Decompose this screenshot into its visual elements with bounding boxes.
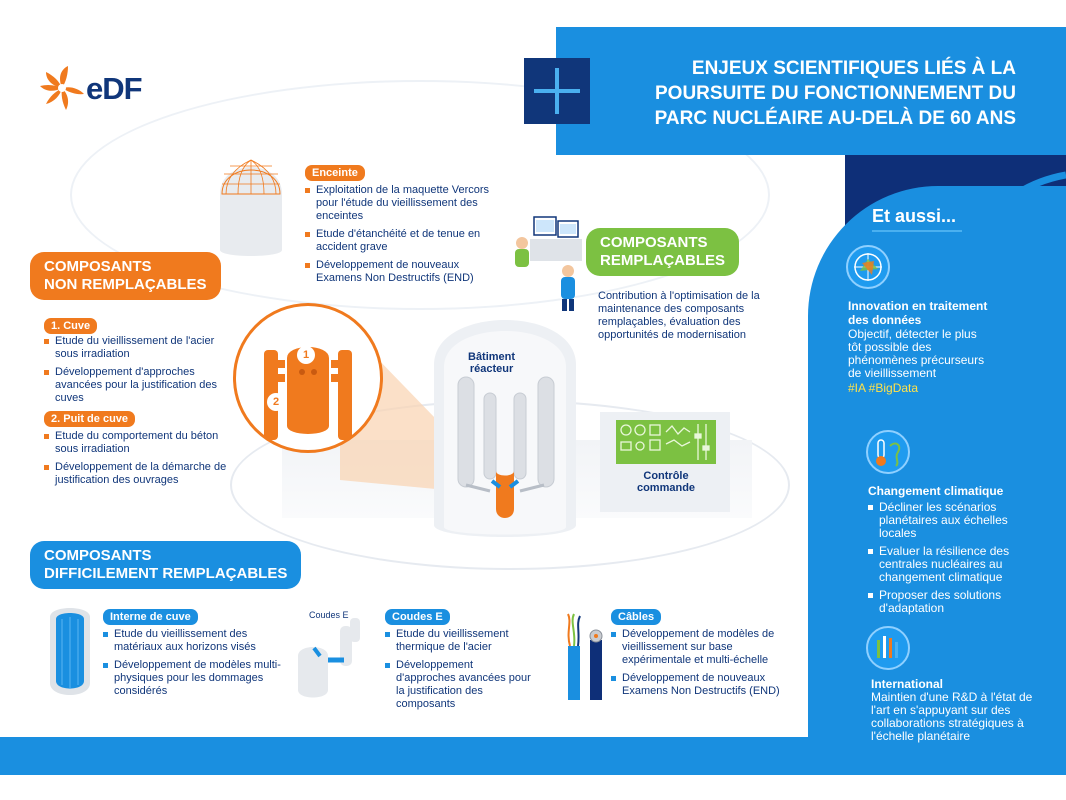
coudes-small-label: Coudes E [309, 610, 349, 620]
interne-list [103, 628, 281, 703]
puits-label: 2. Puit de cuve [44, 411, 135, 427]
remplacables-text: Contribution à l'optimisation de la maintenance des composants remplaçables, évaluation des opportunités de modernisation [598, 290, 760, 341]
enceinte-item: Exploitation de la maquette Vercors pour l'étude du vieillissement des enceintes [305, 184, 505, 223]
international-title: International [871, 677, 944, 691]
coudes-item: Etude du vieillissement thermique de l'acier [385, 628, 535, 654]
coudes-e-icon [294, 618, 374, 700]
coudes-list [385, 628, 535, 716]
climat-item: Proposer des solutions d'adaptation [868, 589, 1028, 615]
non-remplacables-heading: COMPOSANTS NON REMPLAÇABLES [30, 252, 221, 300]
climat-list [868, 501, 1028, 620]
innovation-text: Objectif, détecter le plus tôt possible des phénomènes précurseurs de vieillissement [848, 327, 985, 380]
cables-item: Développement de modèles de vieillissement sur base expérimentale et multi-échelle [611, 628, 801, 667]
globe-people-icon [866, 626, 910, 670]
cuve-item: Etude du vieillissement de l'acier sous irradiation [44, 335, 234, 361]
cables-item: Développement de nouveaux Examens Non Destructifs (END) [611, 672, 801, 698]
interne-item: Etude du vieillissement des matériaux aux horizons visés [103, 628, 281, 654]
coudes-item: Développement d'approches avancées pour la justification des composants [385, 659, 535, 711]
puits-item: Développement de la démarche de justification des ouvrages [44, 461, 234, 487]
edf-logo-icon [38, 64, 88, 114]
enceinte-item: Développement de nouveaux Examens Non Destructifs (END) [305, 259, 505, 285]
enceinte-list [305, 184, 505, 290]
et-aussi-underline [872, 230, 962, 232]
difficilement-heading: COMPOSANTS DIFFICILEMENT REMPLAÇABLES [30, 541, 301, 589]
enceinte-dome-icon [216, 150, 286, 260]
plus-icon-v [555, 68, 559, 114]
innovation-tags: #IA #BigData [848, 381, 919, 395]
international-text: Maintien d'une R&D à l'état de l'art en s'appuyant sur des collaborations stratégiques à l'échelle planétaire [871, 690, 1033, 743]
control-panel-icon [616, 420, 716, 464]
batiment-label: Bâtiment réacteur [468, 351, 516, 375]
cables-label: Câbles [611, 609, 661, 625]
operators-workstation-icon [510, 213, 585, 313]
reactor-building [430, 305, 580, 545]
et-aussi-title: Et aussi... [872, 206, 957, 226]
controle-label: Contrôle commande [636, 470, 696, 494]
edf-logo-text: eDF [86, 71, 142, 106]
climat-title: Changement climatique [868, 484, 1004, 498]
badge-2: 2 [267, 393, 285, 411]
cuve-label: 1. Cuve [44, 318, 97, 334]
remplacables-heading: COMPOSANTS REMPLAÇABLES [586, 228, 739, 276]
enceinte-label: Enceinte [305, 165, 365, 181]
page-title: ENJEUX SCIENTIFIQUES LIÉS À LA POURSUITE DU FONCTIONNEMENT DU PARC NUCLÉAIRE AU-DELÀ DE 60 ANS [654, 58, 1016, 129]
cuve-item: Développement d'approches avancées pour la justification des cuves [44, 366, 234, 405]
interne-item: Développement de modèles multi-physiques pour les dommages considérés [103, 659, 281, 698]
badge-1: 1 [297, 346, 315, 364]
puits-list [44, 430, 234, 492]
thermometer-icon [866, 430, 910, 474]
coudes-label: Coudes E [385, 609, 450, 625]
interne-label: Interne de cuve [103, 609, 198, 625]
interne-cuve-icon [48, 603, 92, 698]
innovation-title: Innovation en traitement des données [848, 299, 988, 327]
cables-icon [562, 612, 610, 700]
enceinte-item: Etude d'étanchéité et de tenue en accident grave [305, 228, 505, 254]
cables-list [611, 628, 801, 703]
climat-item: Décliner les scénarios planétaires aux échelles locales [868, 501, 1028, 540]
climat-item: Evaluer la résilience des centrales nucléaires au changement climatique [868, 545, 1028, 584]
data-innovation-icon [846, 245, 890, 289]
cuve-list [44, 335, 234, 410]
puits-item: Etude du comportement du béton sous irradiation [44, 430, 234, 456]
